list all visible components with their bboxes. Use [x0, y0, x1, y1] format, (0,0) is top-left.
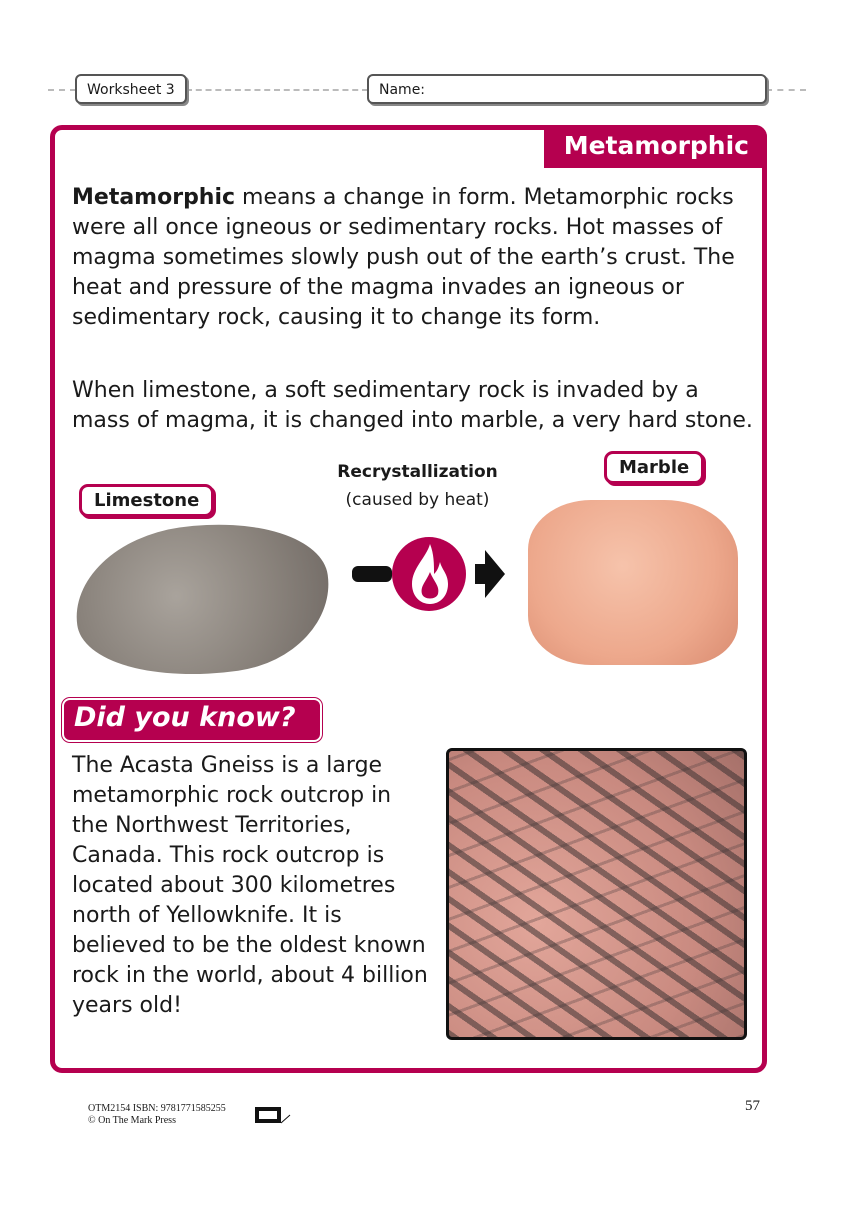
- publisher-logo-icon: [254, 1103, 294, 1125]
- intro-bold: Metamorphic: [72, 185, 236, 210]
- marble-label: Marble: [604, 451, 704, 484]
- footer-publisher: © On The Mark Press: [88, 1115, 176, 1126]
- did-you-know-text: The Acasta Gneiss is a large metamorphic rock outcrop in the Northwest Territories, Canada. This rock outcrop is located about 300 kilometres north of Yellowknife. It is believed to be the oldest known rock in the world, about 4 billion years old!: [72, 753, 428, 1018]
- name-label: Name:: [379, 82, 426, 98]
- arrow-tail: [352, 566, 392, 582]
- name-field[interactable]: [367, 74, 767, 104]
- footer-code: OTM2154 ISBN: 9781771585255: [88, 1103, 226, 1114]
- heat-arrow-diagram: [350, 530, 505, 620]
- limestone-paragraph: When limestone, a soft sedimentary rock is invaded by a mass of magma, it is changed into marble, a very hard stone.: [72, 378, 753, 433]
- acasta-gneiss-image: [446, 748, 747, 1040]
- page-number: 57: [745, 1098, 760, 1114]
- header-divider: [48, 89, 76, 91]
- worksheet-label: Worksheet 3: [75, 74, 187, 104]
- intro-text: means a change in form. Metamorphic rocks were all once igneous or sedimentary rocks. Hot masses of magma sometimes slowly push out of the earth’s crust. The heat and pressure of the magma invades an igneous or sedimentary rock, causing it to change its form.: [72, 185, 735, 330]
- limestone-label: Limestone: [79, 484, 214, 517]
- section-title: Metamorphic: [544, 125, 767, 168]
- marble-image: [528, 500, 738, 665]
- did-you-know-title: Did you know?: [62, 698, 322, 742]
- arrow-right-icon: [475, 550, 505, 598]
- process-label: Recrystallization: [337, 462, 498, 482]
- header-divider: [766, 89, 806, 91]
- header-divider: [186, 89, 368, 91]
- process-note: (caused by heat): [345, 490, 490, 510]
- intro-paragraph: [72, 183, 752, 333]
